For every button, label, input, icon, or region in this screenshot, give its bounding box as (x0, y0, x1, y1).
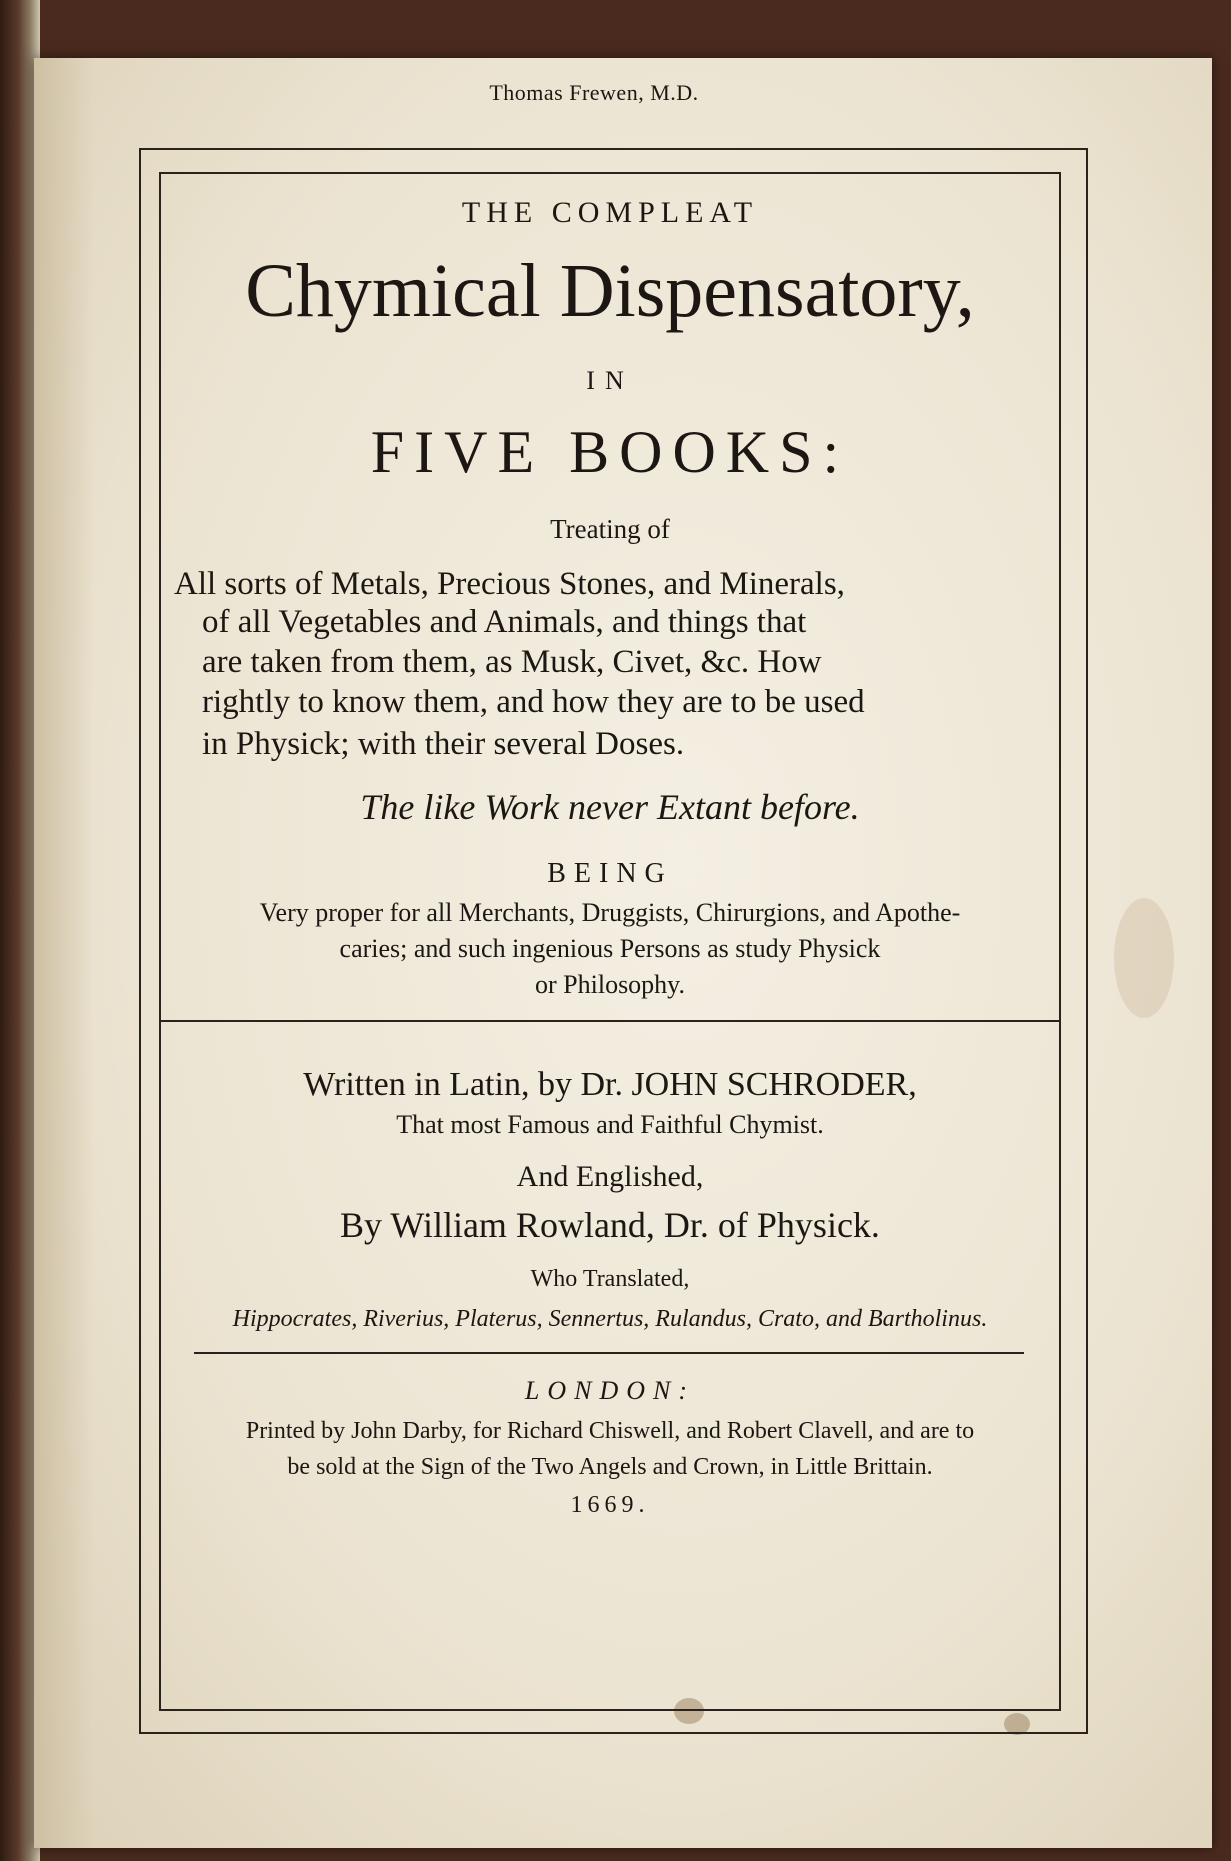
description-line-4: rightly to know them, and how they are to be used (202, 684, 865, 720)
description-line-2: of all Vegetables and Animals, and things that (202, 604, 807, 640)
author-epithet: That most Famous and Faithful Chymist. (396, 1110, 824, 1139)
five-books-heading: FIVE BOOKS: (370, 419, 850, 485)
translated-authors-list: Hippocrates, Riverius, Platerus, Sennertus, Rulandus, Crato, and Bartholinus. (232, 1306, 988, 1332)
section-divider-2 (194, 1352, 1024, 1354)
description-line-1: All sorts of Metals, Precious Stones, and Minerals, (174, 566, 845, 602)
imprint-line-2: be sold at the Sign of the Two Angels and Crown, in Little Brittain. (287, 1454, 933, 1480)
description-line-5: in Physick; with their several Doses. (202, 726, 685, 762)
author-line: Written in Latin, by Dr. JOHN SCHRODER, (303, 1066, 917, 1103)
in-heading: IN (586, 366, 634, 395)
being-line-3: or Philosophy. (535, 970, 685, 999)
treating-of-line: Treating of (550, 514, 670, 544)
imprint-line-1: Printed by John Darby, for Richard Chiswell, and Robert Clavell, and are to (245, 1418, 975, 1444)
owner-inscription: Thomas Frewen, M.D. (489, 80, 699, 105)
main-title: Chymical Dispensatory, (245, 249, 975, 333)
page-gutter-stain (34, 58, 94, 1848)
tagline: The like Work never Extant before. (360, 787, 860, 827)
being-heading: BEING (547, 858, 673, 889)
description-line-3: are taken from them, as Musk, Civet, &c. How (202, 644, 822, 680)
being-line-2: caries; and such ingenious Persons as study Physick (339, 934, 881, 963)
section-divider-1 (159, 1020, 1059, 1022)
imprint-year: 1669. (570, 1492, 650, 1518)
title-page (34, 58, 1212, 1848)
who-translated-line: Who Translated, (530, 1266, 690, 1292)
being-line-1: Very proper for all Merchants, Druggists, Chirurgions, and Apothe- (259, 898, 961, 927)
imprint-city: LONDON: (524, 1376, 696, 1405)
foxing-stain (1114, 898, 1174, 1018)
englished-line: And Englished, (516, 1160, 704, 1193)
the-compleat-heading: THE COMPLEAT (461, 196, 759, 229)
translator-line: By William Rowland, Dr. of Physick. (340, 1205, 880, 1245)
